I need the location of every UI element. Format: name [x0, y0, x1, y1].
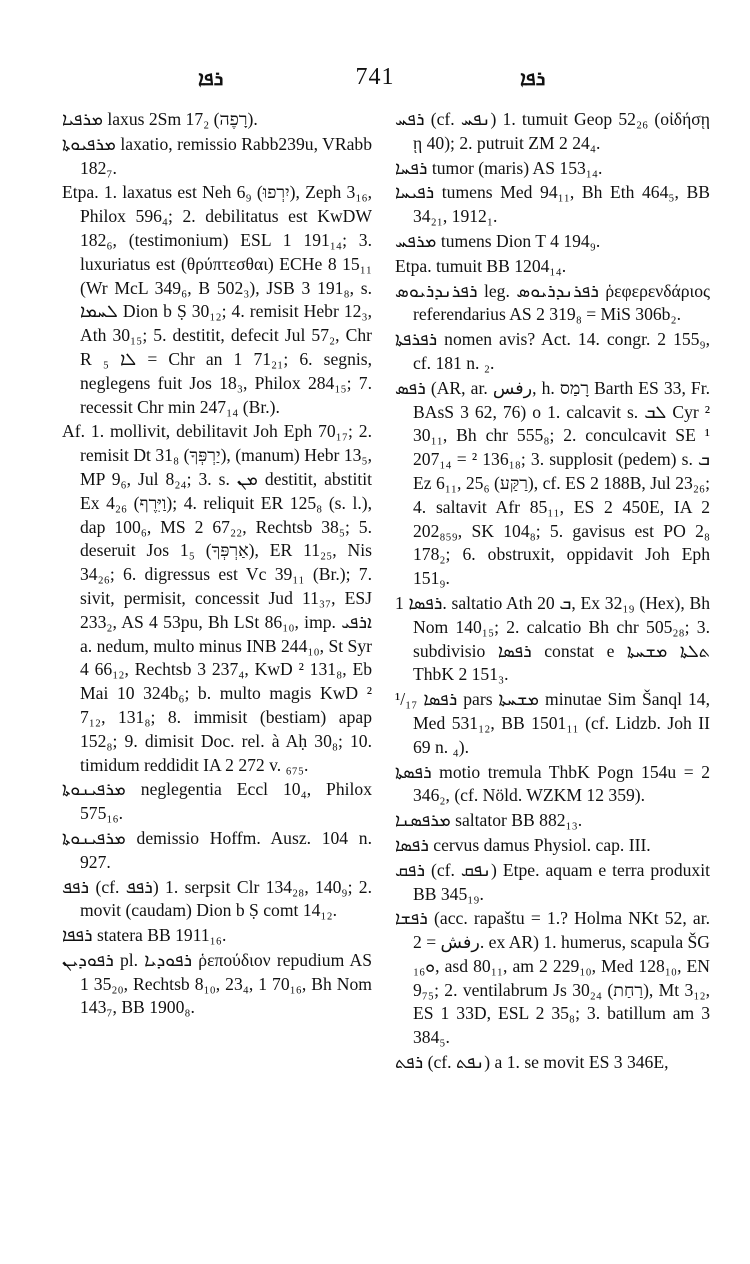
entry-tumuit: ܪܦܚ (cf. ܢܦܚ) 1. tumuit Geop 52₂₆ (οἰδήσῃ ῃ 40); 2. putruit ZM 2 24₄.	[395, 109, 710, 153]
page-header	[0, 64, 750, 94]
entry-saltatio: ܪܦܣܐ 1. saltatio Ath ܒ 20, Ex 32₁₉ (Hex), Bh Nom 140₁₅; 2. calcatio Bh chr 505₂₈; 3. subdivisio ܪܦܣܐ constat e ܬܠܬܐ ܡܫܚܬܐ ThbK 2 151₃.	[395, 592, 710, 685]
entry-cervus: ܪܦܣܐ cervus damus Physiol. cap. III.	[395, 834, 651, 855]
entry-pars: ܪܦܣܐ ¹/₁₇ pars ܡܫܚܬܐ minutae Sim Šanql 14, Med 531₁₂, BB 1501₁₁ (cf. Lidzb. Joh II 69 n. ₄).	[395, 689, 710, 757]
header-left-headword: ܪܦܐ	[198, 68, 224, 90]
header-right-headword: ܪܦܐ	[520, 68, 546, 90]
entry-tumens-2: ܡܪܦܚ tumens Dion T 4 194₉.	[395, 230, 601, 251]
right-column	[395, 108, 710, 1076]
entry-rpq: ܪܦܩ (cf. ܢܦܩ) Etpe. aquam e terra produxit BB 345₁₉.	[395, 859, 710, 904]
entry-saltator: ܡܪܦܣܢܐ saltator BB 882₁₃.	[395, 810, 583, 831]
left-column	[62, 108, 372, 1021]
entry-neglegentia: ܡܪܦܝܢܘܬܐ neglegentia Eccl 10₄, Philox 575₁₆.	[62, 779, 372, 824]
entry-mrapyuta: ܡܪܦܝܘܬܐ laxatio, remissio Rabb239u, VRabb 182₇.	[62, 133, 372, 178]
entry-referendarius: ܪܦܪܢܕܪܝܘܣ leg. ܪܦܪܢܕܪܝܘܣ ῥεφερενδάριος referendarius AS 2 319₈ = MiS 306b₂.	[395, 280, 710, 325]
entry-statera: ܪܦܦܐ statera BB 1911₁₆.	[62, 925, 227, 946]
entry-humerus: ܪܦܫܐ (acc. rapaštu = 1.? Holma NKt 52, ar. رفش = 2. ex AR) 1. humerus, scapula ŠG ܘ₁₆, asd 80₁₁, am 2 229₁₀, Med 128₁₀, EN 9₇₅; 2. ventilabrum Js 30₂₄ (רַחַת), Mt 3₁₂, ES 1 33D, ESL 2 35₈; 3. batillum am 3 384₅.	[395, 908, 711, 1048]
entry-etpa-tumuit: Etpa. tumuit BB 1204₁₄.	[395, 255, 567, 276]
entry-etpa: Etpa. 1. laxatus est Neh 6₉ (יִרְפוּ), Zeph 3₁₆, Philox 596₄; 2. debilitatus est KwDW 182₆, (testimonium) ESL 1 191₁₄; 3. luxuriatus est (θρύπτεσθαι) ECHe 8 15₁₁ (Wr McL 349₆, B 502₃), JSB 3 191₈, s. ܠܚܡܐ Dion b Ṣ 30₁₂; 4. remisit Hebr 12₃, Ath 30₁₅; 5. destitit, defecit Jul 57₂, Chr R ܠܐ ₅ = Chr an 1 71₂₁; 6. segnis, neglegens fuit Jos 18₃, Philox 284₁₅; 7. recessit Chr min 247₁₄ (Br.).	[62, 182, 372, 417]
entry-mrapya: ܡܪܦܝܐ laxus 2Sm 17₂ (רָפֶה).	[62, 109, 258, 129]
entry-repudium: ܪܦܘܕܝܢ pl. ܪܦܘܕܝܐ ῥεπούδιον repudium AS 1 35₂₀, Rechtsb 8₁₀, 23₄, 1 70₁₆, Bh Nom 143₇, BB 1900₈.	[62, 949, 372, 1018]
entry-tumens: ܪܦܝܚܐ tumens Med 94₁₁, Bh Eth 464₅, BB 34₂₁, 1912₁.	[395, 182, 710, 227]
page-number: 741	[355, 64, 395, 90]
entry-rpap: ܪܦܦ (cf. ܪܦܦ) 1. serpsit Clr 134₂₈, 140₉; 2. movit (caudam) Dion b Ṣ comt 14₁₂.	[62, 876, 372, 921]
entry-tumor: ܪܦܚܐ tumor (maris) AS 153₁₄.	[395, 157, 603, 178]
entry-demissio: ܡܪܦܝܢܘܬܐ demissio Hoffm. Ausz. 104 n. 927.	[62, 827, 372, 872]
entry-af: Af. 1. mollivit, debilitavit Joh Eph 70₁₇; 2. remisit Dt 31₈ (יַרְפְּךָ), (manum) Hebr 13₅, MP 9₆, Jul 8₂₄; 3. s. ܡܢ destitit, abstitit Ex 4₂₆ (וַיִּרֶף); 4. reliquit ER 125₈ (s. l.), dap 100₆, MS 2 67₂₂, Rechtsb 38₅; 5. deseruit Jos 1₅ (אַרְפְּךָ), ER 11₂₅, Nis 34₂₆; 6. digressus est Vc 39₁₁ (Br.); 7. sivit, permisit, concessit Jud 11₃₇, ESJ 233₂, AS 4 53pu, Bh LSt 86₁₀, imp. ܐܪܦܝ a. nedum, multo minus INB 244₁₀, St Syr 4 66₁₂, Rechtsb 3 237₄, KwD ² 131₈, Eb Mai 10 324b₆; b. multo magis KwD ² 7₁₂, 131₈; 8. immisit (bestiam) apap 152₈; 9. dimisit Doc. rel. à Aḥ 30₈; 10. timidum reddidit IA 2 272 v. ₆₇₅.	[62, 421, 372, 775]
entry-nomen-avis: ܪܦܪܦܬܐ nomen avis? Act. 14. congr. 2 155₉, cf. 181 n. ₂.	[395, 329, 710, 373]
entry-rps: ܪܦܣ (AR, ar. رفس, h. רָמַס Barth ES 33, Fr. BAsS 3 62, 76) o 1. calcavit s. ܠܒ Cyr ² 30₁₁, Bh chr 555₈; 2. conculcavit SE ¹ 207₁₄ = ² 136₁₈; 3. supplosit (pedem) s. ܒ Ez 6₁₁, 25₆ (רַקַּע), cf. ES 2 188B, Jul 23₂₆; 4. saltavit Afr 85₁₁, ES 2 450E, IA 2 202₈₅₉, SK 104₈; 5. gavisus est PO 2₈ 178₂; 6. obstruxit, oppidavit Joh Eph 151₉.	[395, 377, 710, 589]
entry-se-movit: ܪܦܬ (cf. ܢܦܬ) a 1. se movit ES 3 346E,	[395, 1052, 669, 1073]
entry-motio: ܪܦܣܬܐ motio tremula ThbK Pogn 154u = 2 346₂, (cf. Nöld. WZKM 12 359).	[395, 761, 710, 806]
